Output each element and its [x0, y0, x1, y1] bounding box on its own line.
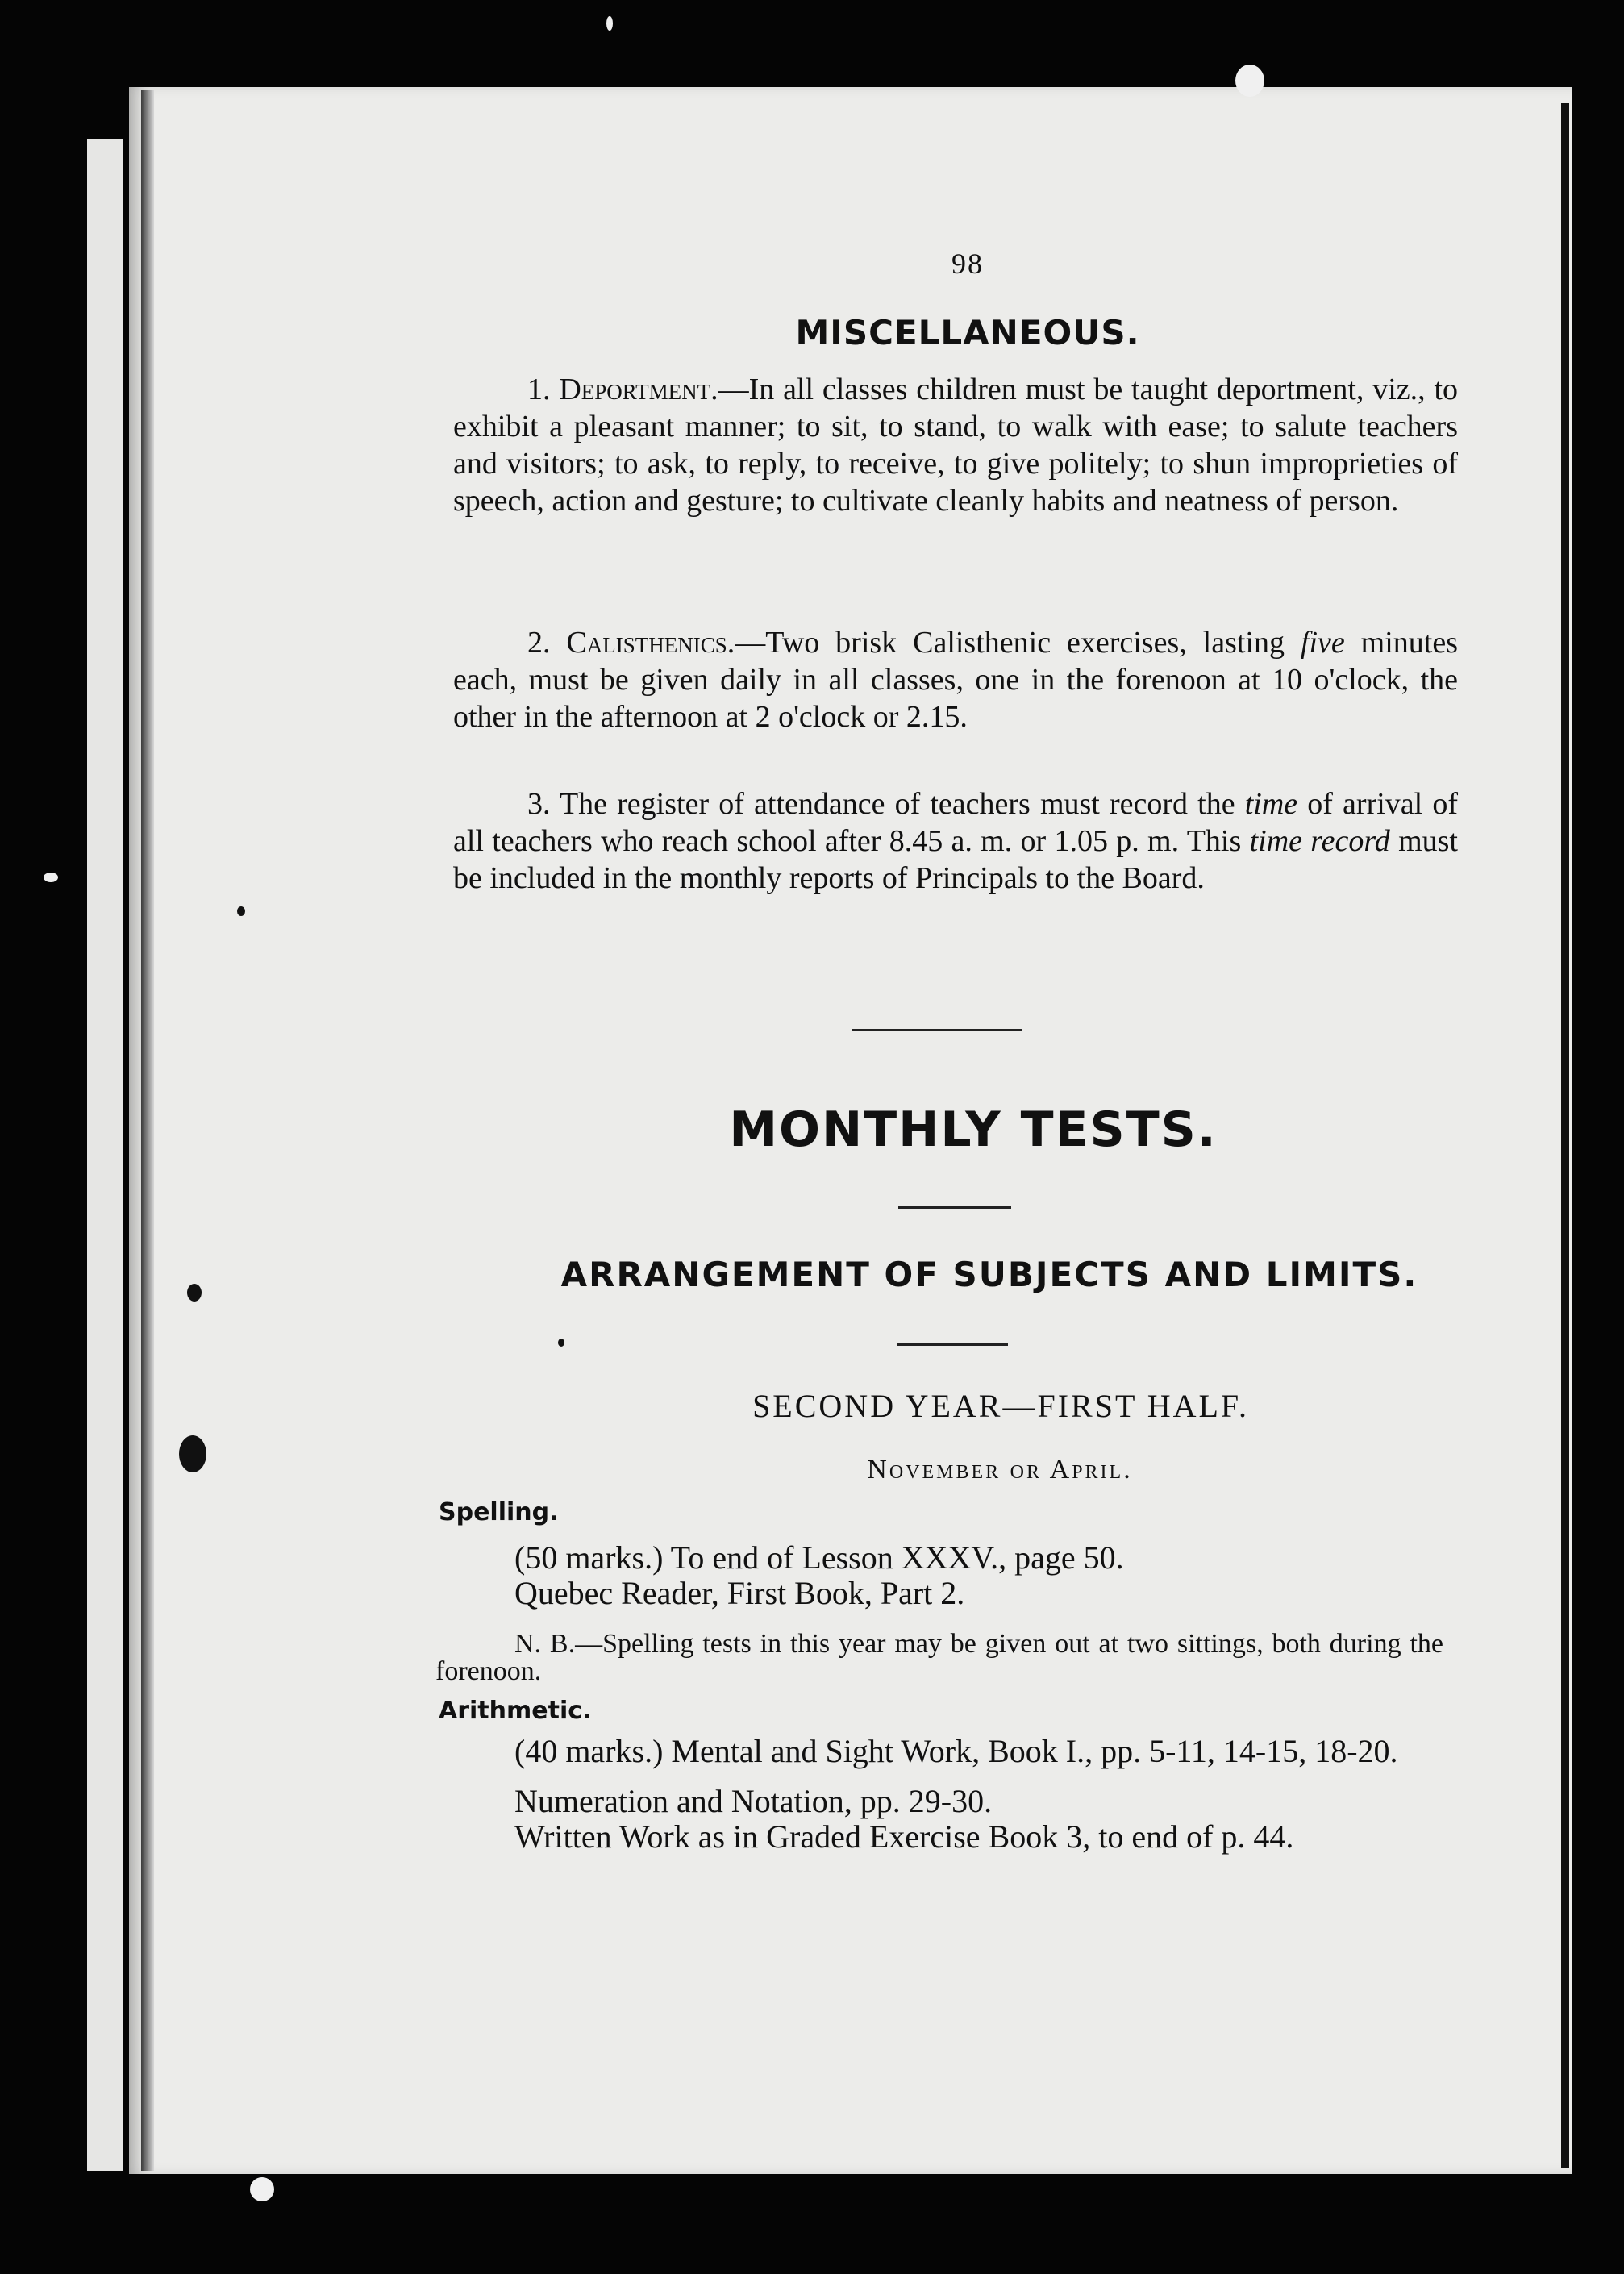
spelling-line: Quebec Reader, First Book, Part 2. — [514, 1575, 965, 1611]
spelling-line: (50 marks.) To end of Lesson XXXV., page 50. — [514, 1539, 1124, 1576]
scan-speck — [237, 906, 245, 916]
page-number: 98 — [951, 248, 984, 280]
year-heading: SECOND YEAR—FIRST HALF. — [752, 1388, 1249, 1424]
misc-item-calisthenics: 2. Calisthenics.—Two brisk Calisthenic exercises, lasting five minutes each, must be given daily in all classes, one in the forenoon at 10 o'clock, the other in the afternoon at 2 o'clock or 2.15. — [453, 626, 1459, 734]
subheading-arrangement: ARRANGEMENT OF SUBJECTS AND LIMITS. — [560, 1255, 1418, 1294]
scan-speck — [606, 16, 613, 31]
scan-speck — [250, 2177, 274, 2201]
spelling-content — [435, 1540, 1443, 1611]
term-heading: November or April. — [867, 1455, 1133, 1485]
arithmetic-line: Written Work as in Graded Exercise Book 3, to end of p. 44. — [514, 1818, 1294, 1855]
spelling-note: N. B.—Spelling tests in this year may be given out at two sittings, both during the forenoon. — [435, 1629, 1443, 1686]
heading-divider — [898, 1206, 1011, 1209]
scan-speck — [1235, 65, 1264, 97]
subject-label-spelling: Spelling. — [439, 1498, 559, 1526]
misc-item-register: 3. The register of attendance of teachers must record the time of arrival of all teachers who reach school after 8.45 a. m. or 1.05 p. m. This time record must be included in the monthly reports of Principals to the Board. — [453, 787, 1458, 895]
heading-divider — [897, 1343, 1008, 1346]
arithmetic-content — [435, 1734, 1443, 1855]
section-heading-miscellaneous: MISCELLANEOUS. — [795, 313, 1140, 352]
scan-speck — [44, 873, 58, 882]
arithmetic-line: Numeration and Notation, pp. 29-30. — [514, 1783, 993, 1819]
misc-item-deportment: 1. Deportment.—In all classes children must be taught deportment, viz., to exhibit a pleasant manner; to sit, to stand, to walk with ease; to salute teachers and visitors; to ask, to reply, to receive, to give politely; to shun improprieties of speech, action and gesture; to cultivate cleanly habits and neatness of person. — [453, 373, 1459, 518]
section-heading-monthly-tests: MONTHLY TESTS. — [729, 1102, 1218, 1158]
section-divider — [852, 1029, 1022, 1031]
scan-speck — [558, 1339, 564, 1347]
subject-label-arithmetic: Arithmetic. — [439, 1697, 592, 1725]
arithmetic-line: (40 marks.) Mental and Sight Work, Book I., pp. 5-11, 14-15, 18-20. — [514, 1733, 1398, 1769]
